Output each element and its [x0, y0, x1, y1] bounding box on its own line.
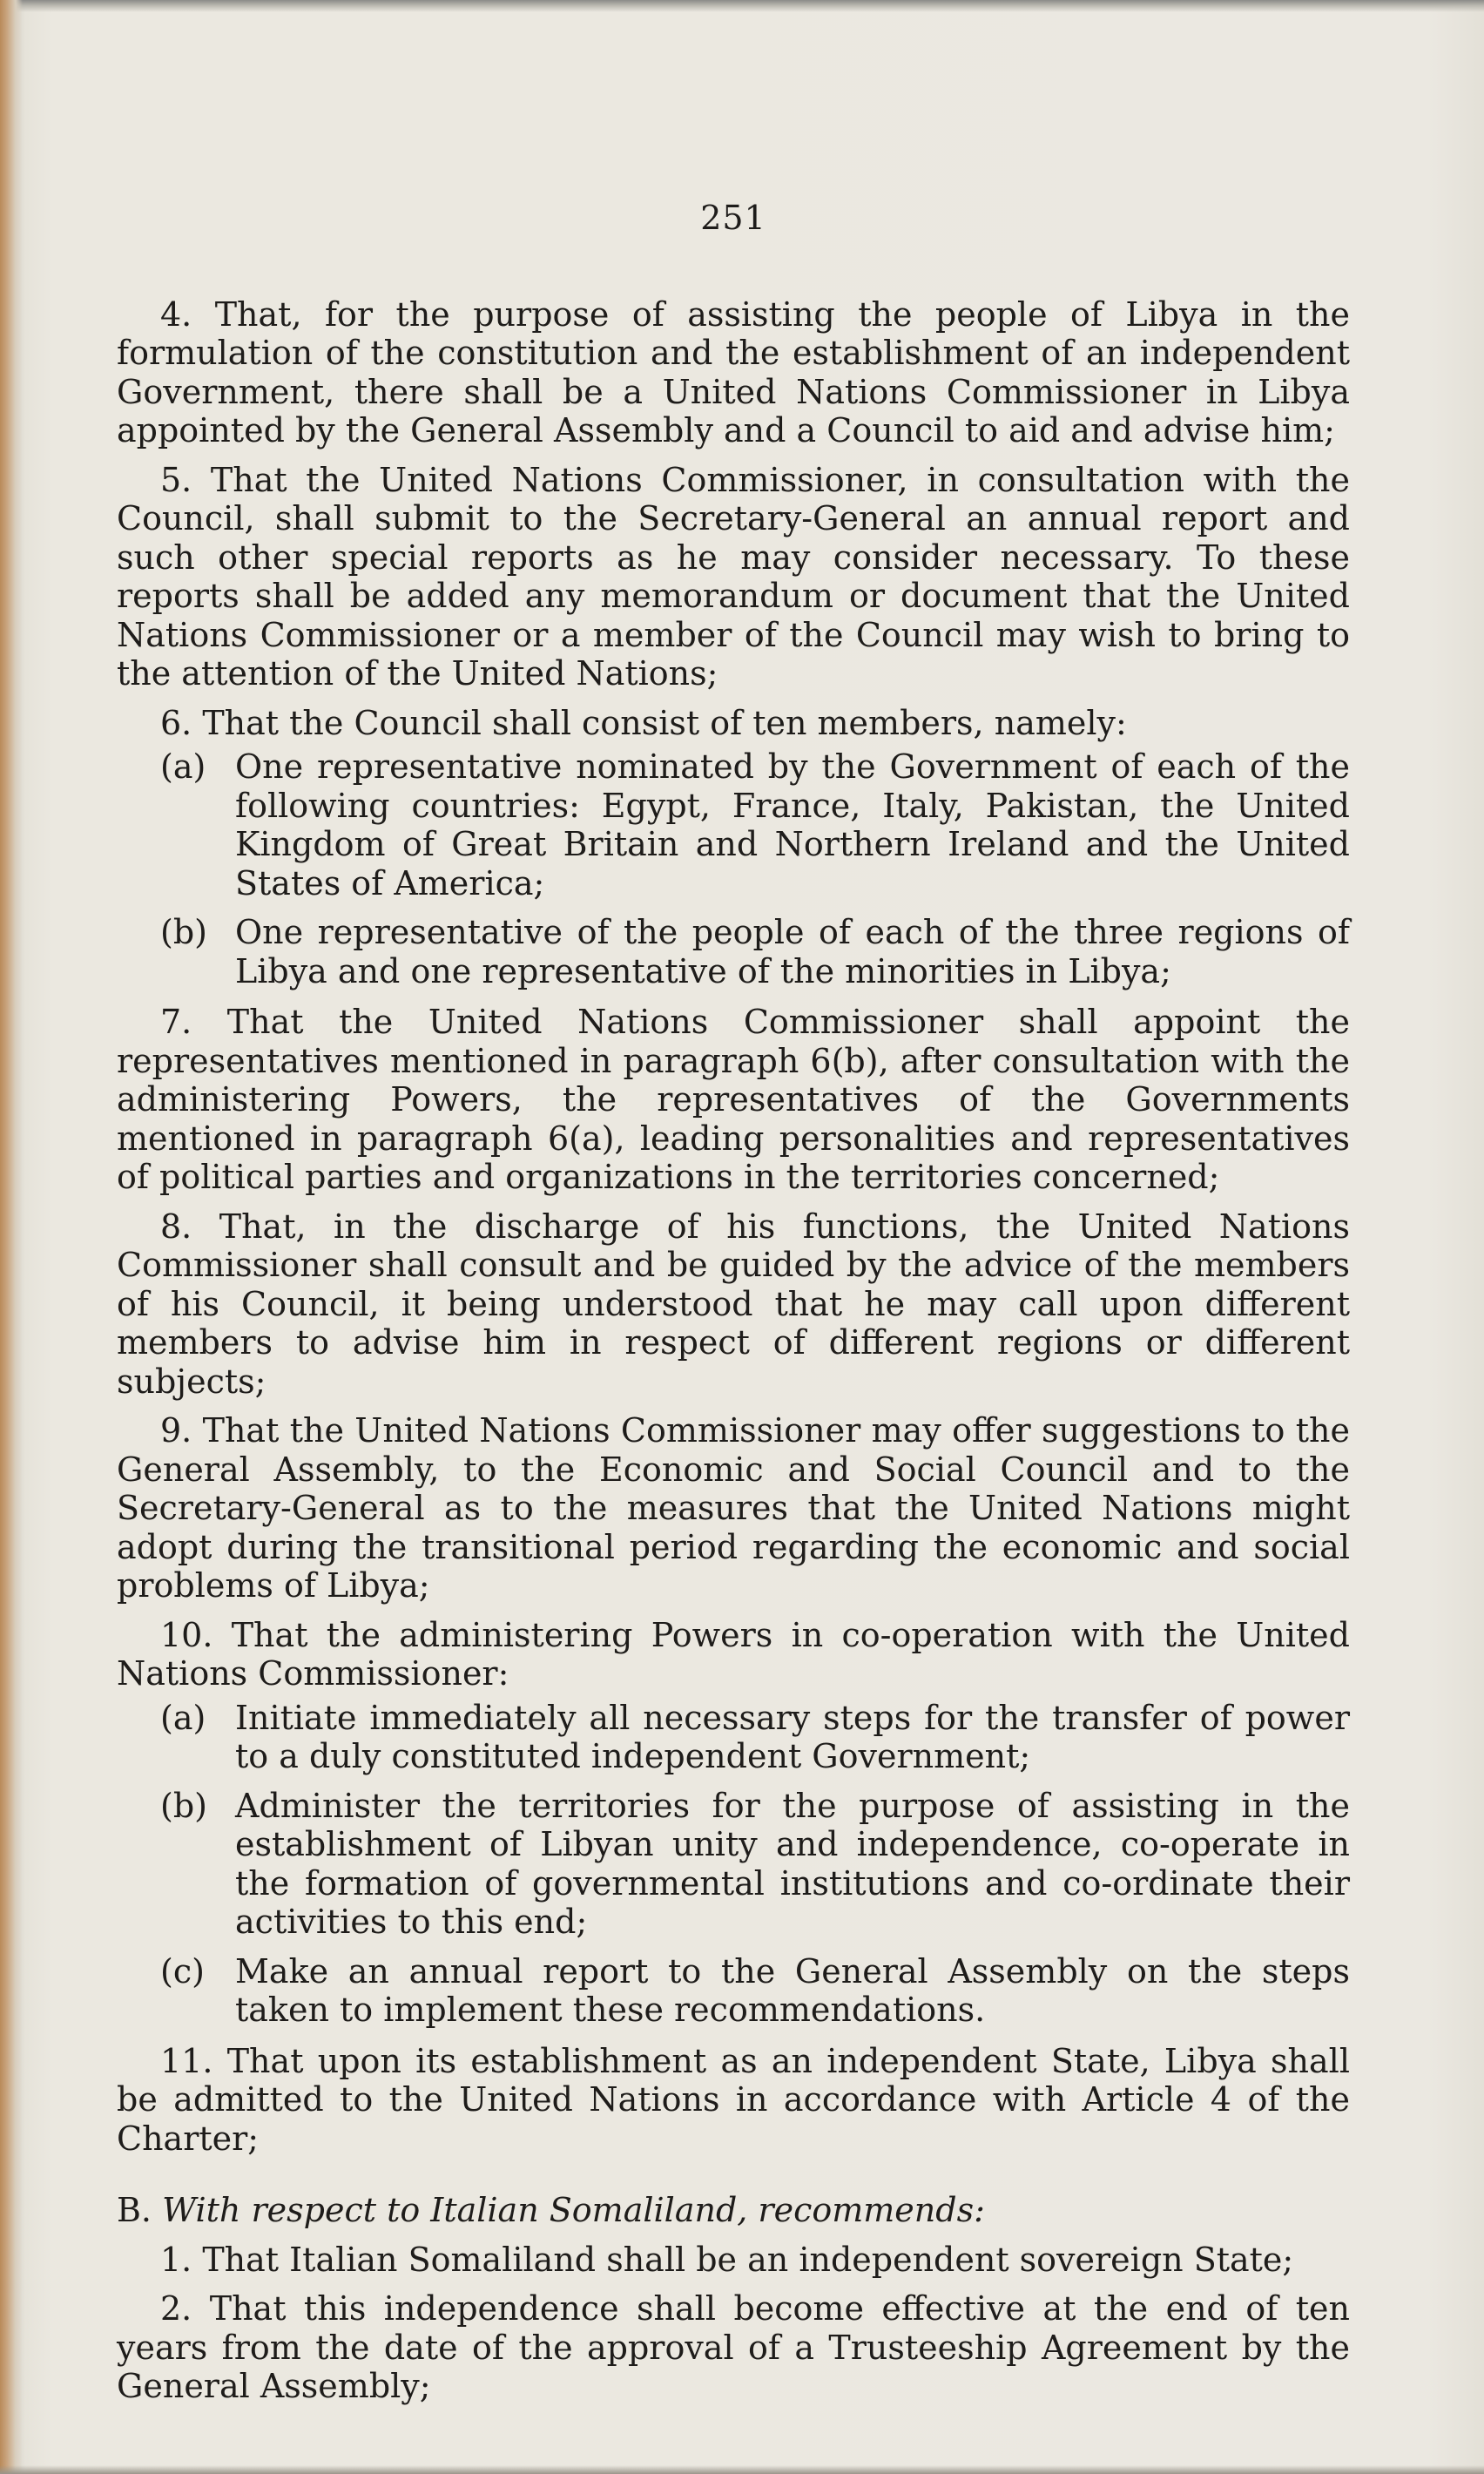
item-label: (b): [160, 913, 207, 951]
paragraph-10-item-c: [117, 1952, 1350, 2030]
paragraph-6: 6. That the Council shall consist of ten members, namely:: [160, 703, 1127, 742]
paragraph-9: 9. That the United Nations Commissioner may offer suggestions to the General Assembly, to the Economic and Social Council and to the Secretary-General as to the measures that the United Nations might adopt during the transitional period regarding the economic and social problems of Libya;: [117, 1411, 1350, 1605]
section-b-paragraph-2: 2. That this independence shall become effective at the end of ten years from the date of the approval of a Trusteeship Agreement by the General Assembly;: [117, 2289, 1350, 2405]
item-label: (a): [160, 1698, 206, 1737]
item-text: Administer the territories for the purpose of assisting in the establishment of Libyan unity and independence, co-operate in the formation of governmental institutions and co-ordinate their activities to this end;: [235, 1786, 1350, 1941]
item-label: (c): [160, 1951, 205, 1991]
paragraph-6-item-b: [117, 913, 1350, 990]
item-text: Make an annual report to the General Assembly on the steps taken to implement these recommendations.: [235, 1951, 1350, 2029]
section-b-label: B.: [117, 2191, 152, 2229]
page-bottom-edge: [0, 2465, 1484, 2474]
item-text: Initiate immediately all necessary steps for the transfer of power to a duly constituted independent Government;: [235, 1698, 1350, 1775]
section-b-heading: [117, 2191, 1350, 2230]
item-text: One representative nominated by the Government of each of the following countries: Egypt, France, Italy, Pakistan, the United Kingdom of Great Britain and Northern Ireland and the United States of America;: [235, 747, 1350, 902]
paragraph-7: 7. That the United Nations Commissioner shall appoint the representatives mentioned in paragraph 6(b), after consultation with the administering Powers, the representatives of the Governments mentioned in paragraph 6(a), leading personalities and representatives of political parties and organizations in the territories concerned;: [117, 1003, 1350, 1196]
paragraph-11: 11. That upon its establishment as an independent State, Libya shall be admitted to the United Nations in accordance with Article 4 of the Charter;: [117, 2041, 1350, 2158]
paragraph-4: 4. That, for the purpose of assisting the people of Libya in the formulation of the constitution and the establishment of an independent Government, there shall be a United Nations Commissioner in Libya appointed by the General Assembly and a Council to aid and advise him;: [117, 294, 1350, 450]
paragraph-10-item-a: [117, 1699, 1350, 1776]
paragraph-5: 5. That the United Nations Commissioner, in consultation with the Council, shall submit to the Secretary-General an annual report and such other special reports as he may consider necessary. To these reports shall be added any memorandum or document that the United Nations Commissioner or a member of the Council may wish to bring to the attention of the United Nations;: [117, 460, 1350, 693]
page-text-block: [117, 199, 1350, 2418]
item-label: (b): [160, 1786, 207, 1825]
section-b-title: With respect to Italian Somaliland, recommends:: [162, 2191, 985, 2229]
paragraph-10-item-b: [117, 1787, 1350, 1942]
page-number: 251: [700, 199, 766, 237]
page-binding-edge: [0, 0, 23, 2474]
paragraph-10: 10. That the administering Powers in co-operation with the United Nations Commissioner:: [117, 1615, 1350, 1693]
item-label: (a): [160, 747, 206, 786]
page-top-shadow: [0, 0, 1484, 12]
section-b-paragraph-1: 1. That Italian Somaliland shall be an independent sovereign State;: [160, 2240, 1294, 2279]
item-text: One representative of the people of each of the three regions of Libya and one representative of the minorities in Libya;: [235, 913, 1350, 990]
paragraph-6-item-a: [117, 747, 1350, 902]
paragraph-8: 8. That, in the discharge of his functions, the United Nations Commissioner shall consult and be guided by the advice of the members of his Council, it being understood that he may call upon different members to advise him in respect of different regions or different subjects;: [117, 1207, 1350, 1401]
